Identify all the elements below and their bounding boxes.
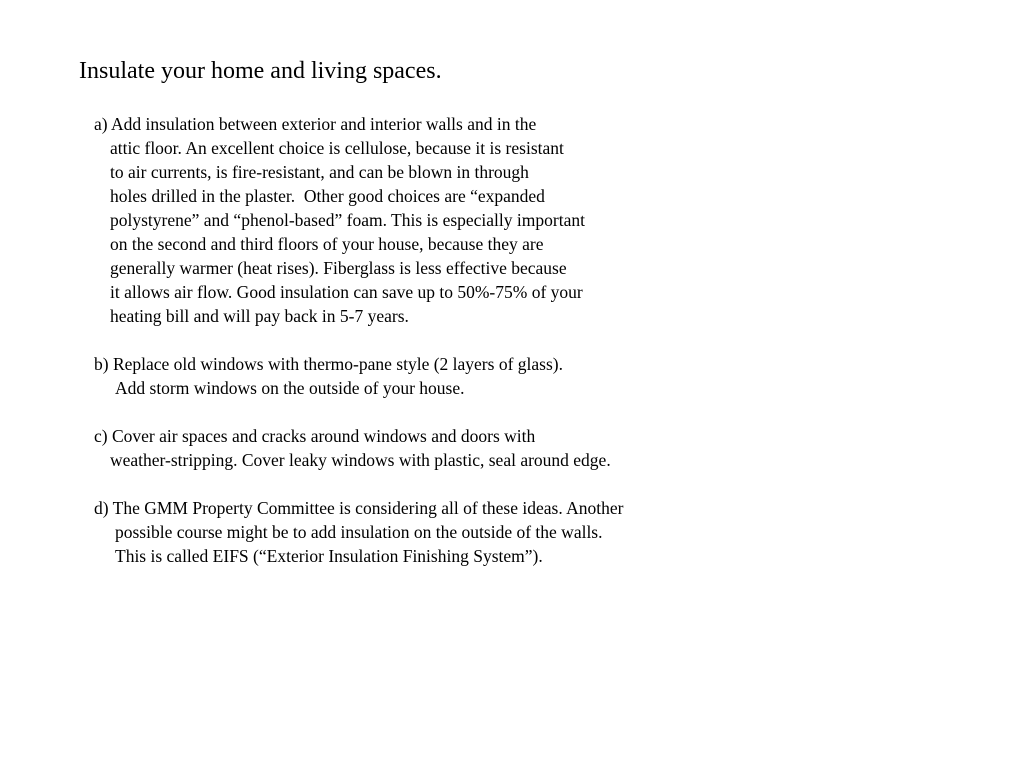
item-a-line-7: generally warmer (heat rises). Fiberglass is less effective because: [110, 258, 567, 278]
item-a-line-8: it allows air flow. Good insulation can save up to 50%-75% of your: [110, 282, 583, 302]
item-a-line-3: to air currents, is fire-resistant, and can be blown in through: [110, 162, 529, 182]
item-c-line-1: c) Cover air spaces and cracks around windows and doors with: [94, 426, 536, 446]
item-a-line-2: attic floor. An excellent choice is cellulose, because it is resistant: [110, 138, 564, 158]
item-d-line-1: d) The GMM Property Committee is considering all of these ideas. Another: [94, 498, 624, 518]
item-d-line-2: possible course might be to add insulation on the outside of the walls.: [115, 522, 603, 542]
item-a-line-5: polystyrene” and “phenol-based” foam. This is especially important: [110, 210, 585, 230]
item-a-line-6: on the second and third floors of your house, because they are: [110, 234, 544, 254]
item-c-line-2: weather-stripping. Cover leaky windows with plastic, seal around edge.: [110, 450, 611, 470]
slide-title: Insulate your home and living spaces.: [79, 58, 442, 84]
item-a-line-4: holes drilled in the plaster. Other good choices are “expanded: [110, 186, 545, 206]
item-a-line-1: a) Add insulation between exterior and interior walls and in the: [94, 114, 537, 134]
item-b-line-1: b) Replace old windows with thermo-pane style (2 layers of glass).: [94, 354, 563, 374]
item-b-line-2: Add storm windows on the outside of your house.: [115, 378, 465, 398]
item-a-line-9: heating bill and will pay back in 5-7 years.: [110, 306, 409, 326]
item-d-line-3: This is called EIFS (“Exterior Insulation Finishing System”).: [115, 546, 543, 566]
